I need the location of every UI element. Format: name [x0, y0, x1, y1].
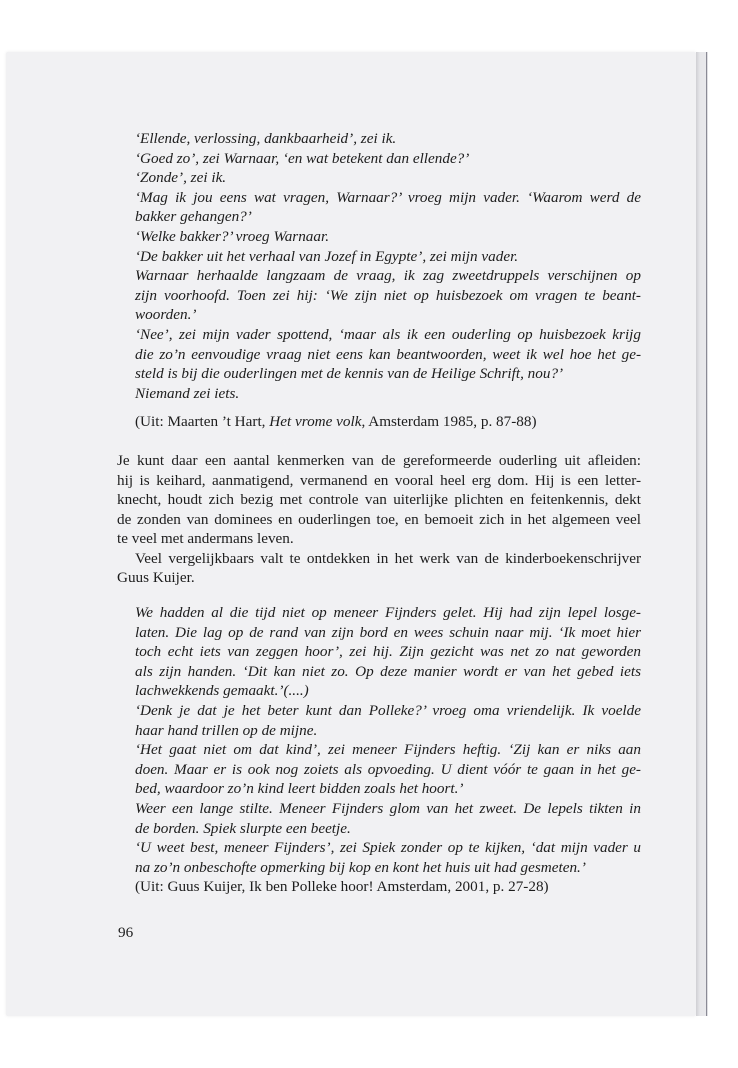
quote2-line: als zijn handen. ‘Dit kan niet zo. Op deze manier wordt er van het gebed iets [135, 662, 641, 680]
quote2-line: toch echt iets van zeggen hoor’, zei hij. Zijn gezicht was net zo nat geworden [135, 643, 641, 661]
quote1-source [117, 412, 641, 432]
quote1-line: ‘Nee’, zei mijn vader spottend, ‘maar als ik een ouderling op huisbezoek krijg [135, 325, 641, 343]
body-line: de zonden van dominees en ouderlingen toe, en bemoeit zich in het algemeen veel [117, 510, 641, 528]
quote2-line: haar hand trillen op de mijne. [135, 721, 318, 739]
body-line: te veel met andermans leven. [117, 530, 294, 548]
quote1-line: bakker gehangen?’ [135, 208, 252, 226]
quote2-line: na zo’n onbeschofte opmerking bij kop en kont het huis uit had gesmeten.’ [135, 858, 586, 876]
quote2-line: doen. Maar er is ook nog zoiets als opvoeding. U dient vóór te gaan in het ge- [135, 760, 641, 778]
quote2-line: laten. Die lag op de rand van zijn bord en wees schuin naar mij. ‘Ik moet hier [135, 623, 641, 641]
quote1-line: ‘Goed zo’, zei Warnaar, ‘en wat betekent dan ellende?’ [135, 149, 470, 167]
quote2-line: ‘Het gaat niet om dat kind’, zei meneer Fijnders heftig. ‘Zij kan er niks aan [135, 741, 641, 759]
body-line: knecht, houdt zich bezig met controle van uiterlijke plichten en feitenkennis, dekt [117, 491, 641, 509]
quote1-line: ‘Zonde’, zei ik. [135, 169, 227, 187]
quote1-source-prefix: (Uit: Maarten ’t Hart, [135, 413, 270, 431]
page-text [117, 129, 641, 897]
body-paragraph-1 [117, 451, 641, 549]
quote2-line: ‘U weet best, meneer Fijnders’, zei Spiek zonder op te kijken, ‘dat mijn vader u [135, 839, 641, 857]
quote1-line: die zo’n eenvoudige vraag niet eens kan beantwoorden, weet ik wel hoe het ge- [135, 345, 641, 363]
quote1-line: Warnaar herhaalde langzaam de vraag, ik zag zweetdruppels verschijnen op [135, 267, 641, 285]
body-line: hij is keihard, aanmatigend, vermanend en vooral heel erg dom. Hij is een letter- [117, 471, 641, 489]
quote1-line: zijn voorhoofd. Toen zei hij: ‘We zijn niet op huisbezoek om vragen te beant- [135, 286, 641, 304]
quote-block-1 [117, 129, 641, 403]
quote2-line: lachwekkends gemaakt.’(....) [135, 682, 309, 700]
quote1-source-suffix: , Amsterdam 1985, p. 87-88) [361, 413, 537, 431]
quote1-line: ‘Welke bakker?’ vroeg Warnaar. [135, 227, 330, 245]
quote1-line: ‘Mag ik jou eens wat vragen, Warnaar?’ vroeg mijn vader. ‘Waarom werd de [135, 188, 641, 206]
body-line: Veel vergelijkbaars valt te ontdekken in het werk van de kinderboekenschrijver [135, 549, 641, 567]
quote1-line: steld is bij die ouderlingen met de kennis van de Heilige Schrift, nou?’ [135, 365, 564, 383]
quote2-line: de borden. Spiek slurpte een beetje. [135, 819, 351, 837]
quote2-line: Weer een lange stilte. Meneer Fijnders glom van het zweet. De lepels tikten in [135, 800, 641, 817]
quote1-source-work: Het vrome volk [269, 413, 362, 431]
quote2-line: ‘Denk je dat je het beter kunt dan Polleke?’ vroeg oma vriendelijk. Ik voelde [135, 702, 641, 720]
quote2-source: (Uit: Guus Kuijer, Ik ben Polleke hoor! Amsterdam, 2001, p. 27-28) [135, 878, 549, 896]
body-line: Je kunt daar een aantal kenmerken van de gereformeerde ouderling uit afleiden: [117, 451, 641, 469]
quote1-line: ‘Ellende, verlossing, dankbaarheid’, zei ik. [135, 130, 397, 147]
quote2-line: We hadden al die tijd niet op meneer Fijnders gelet. Hij had zijn lepel losge- [135, 604, 641, 622]
quote1-line: Niemand zei iets. [135, 384, 240, 402]
quote1-line: ‘De bakker uit het verhaal van Jozef in Egypte’, zei mijn vader. [135, 247, 519, 265]
page-edge-line [706, 52, 707, 1016]
body-line: Guus Kuijer. [117, 569, 195, 587]
quote2-line: bed, waardoor zo’n kind leert bidden zoals het hoort.’ [135, 780, 464, 798]
page-number: 96 [118, 924, 134, 941]
body-paragraph-2 [117, 549, 641, 588]
quote1-line: woorden.’ [135, 306, 197, 324]
quote-block-2 [117, 603, 641, 877]
